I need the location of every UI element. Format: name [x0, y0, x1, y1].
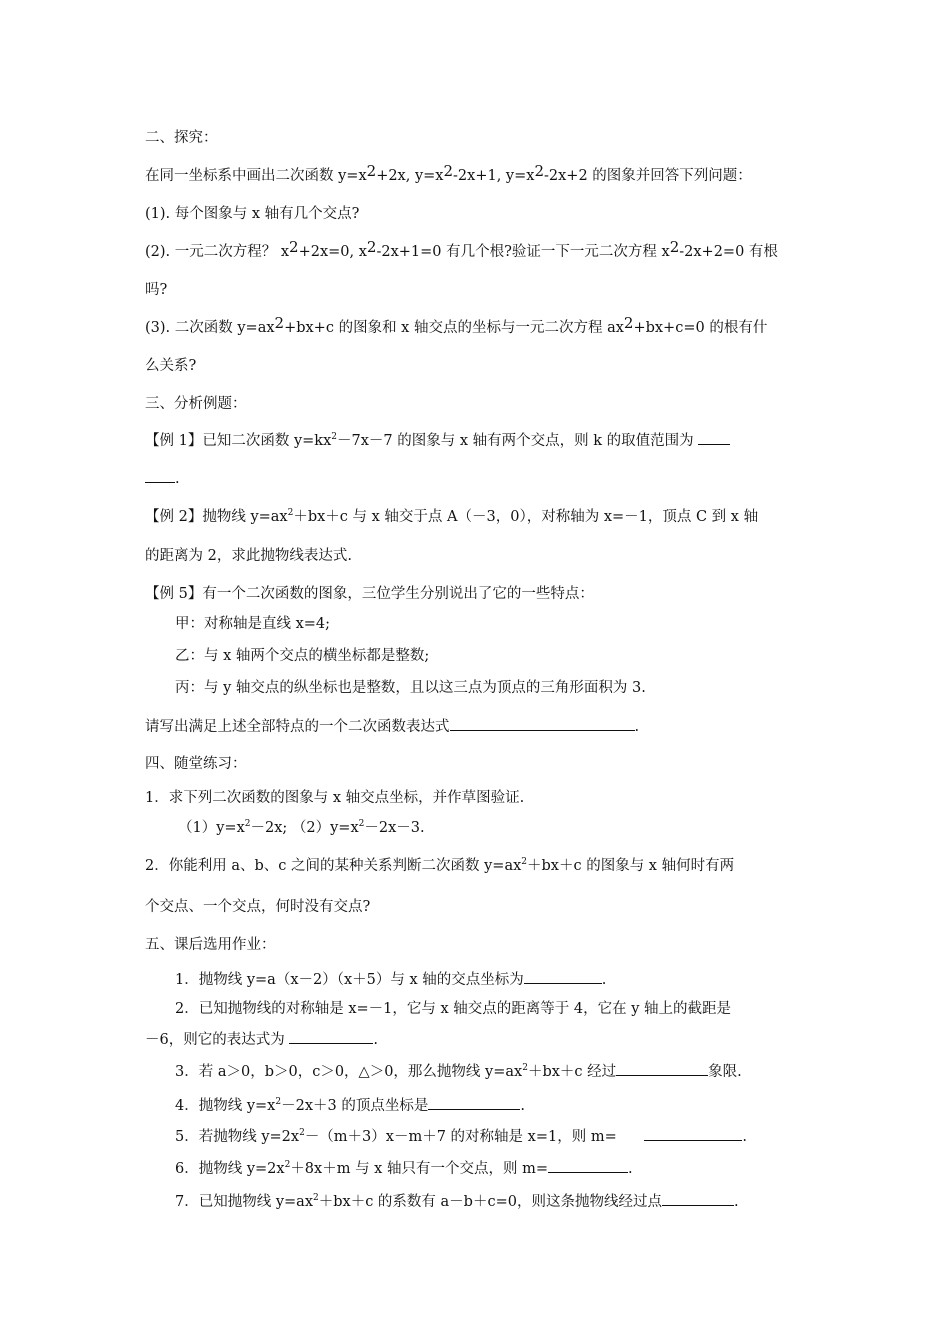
answer-blank[interactable]	[644, 1126, 742, 1141]
example-5-clue-c: 丙：与 y 轴交点的纵坐标也是整数，且以这三点为顶点的三角形面积为 3.	[175, 680, 646, 696]
section4-heading: 四、随堂练习：	[145, 756, 247, 772]
practice-1-sub: $(1)y=x^2-2x$; $(2)y=x^2-2x-3$.	[178, 819, 425, 836]
example-5-question: 请写出满足上述全部特点的一个二次函数表达式 .	[145, 716, 639, 737]
section2-heading: 二、探究：	[145, 130, 218, 146]
answer-blank[interactable]	[289, 1029, 373, 1044]
question-3: (3). 二次函数 $y=ax^2+bx+c$ 的图象和 x 轴交点的坐标与一元二次方程 $ax^2+bx+c=0$ 的根有什	[145, 314, 768, 336]
practice-2-cont: 个交点、一个交点，何时没有交点?	[145, 899, 371, 915]
section5-heading: 五、课后选用作业：	[145, 937, 276, 953]
answer-blank[interactable]	[524, 969, 602, 984]
answer-blank[interactable]	[450, 716, 635, 731]
homework-1: 1．抛物线 y=a（x－2）（x＋5）与 x 轴的交点坐标为 .	[175, 969, 606, 990]
question-2-cont: 吗?	[145, 282, 168, 298]
answer-blank[interactable]	[548, 1158, 628, 1173]
example-5-clue-b: 乙：与 x 轴两个交点的横坐标都是整数;	[175, 648, 430, 664]
answer-blank[interactable]	[662, 1191, 734, 1206]
example-5-clue-a: 甲：对称轴是直线 x=4;	[175, 616, 331, 632]
homework-4: 4．抛物线 $y=x^2-2x+3$ 的顶点坐标是 .	[175, 1097, 525, 1114]
practice-1: 1．求下列二次函数的图象与 x 轴交点坐标，并作草图验证.	[145, 790, 525, 806]
homework-6: 6．抛物线 $y=2x^2+8x+m$ 与 x 轴只有一个交点，则 m= .	[175, 1160, 633, 1177]
section3-heading: 三、分析例题：	[145, 396, 247, 412]
example-2: 【例 2】抛物线 $y=ax^2+bx+c$ 与 x 轴交于点 A（－3，0），对称轴为 x=－1，顶点 C 到 x 轴	[145, 508, 759, 525]
homework-2: 2．已知抛物线的对称轴是 x=－1，它与 x 轴交点的距离等于 4，它在 y 轴上的截距是	[175, 1001, 732, 1017]
example-1-cont: .	[145, 468, 180, 489]
homework-2-cont: －6，则它的表达式为 .	[145, 1029, 378, 1050]
practice-2: 2．你能利用 a、b、c 之间的某种关系判断二次函数 $y=ax^2+bx+c$ 的图象与 x 轴何时有两	[145, 857, 735, 874]
example-5: 【例 5】有一个二次函数的图象，三位学生分别说出了它的一些特点：	[145, 586, 594, 602]
example-2-cont: 的距离为 2，求此抛物线表达式.	[145, 548, 352, 564]
homework-7: 7．已知抛物线 $y=ax^2+bx+c$ 的系数有 a－b＋c=0，则这条抛物线经过点 .	[175, 1193, 739, 1210]
question-1: (1). 每个图象与 x 轴有几个交点?	[145, 206, 360, 222]
answer-blank[interactable]	[428, 1095, 520, 1110]
section2-intro: 在同一坐标系中画出二次函数 $y=x^2+2x$, $y=x^2-2x+1$, $y=x^2-2x+2$ 的图象并回答下列问题：	[145, 162, 752, 184]
homework-5: 5．若抛物线 $y=2x^2-(m+3)x-m+7$ 的对称轴是 x=1，则 m= .	[175, 1128, 747, 1145]
answer-blank[interactable]	[698, 430, 730, 445]
answer-blank[interactable]	[145, 468, 175, 483]
question-2: (2). 一元二次方程？ $x^2+2x=0$, $x^2-2x+1=0$ 有几个根?验证一下一元二次方程 $x^2-2x+2=0$ 有根	[145, 238, 778, 260]
homework-3: 3．若 a＞0，b＞0，c＞0，△＞0，那么抛物线 $y=ax^2+bx+c$ 经过 象限.	[175, 1063, 742, 1080]
question-3-cont: 么关系?	[145, 358, 197, 374]
example-1: 【例 1】已知二次函数 $y=kx^2-7x-7$ 的图象与 x 轴有两个交点，则 k 的取值范围为	[145, 430, 730, 451]
answer-blank[interactable]	[616, 1061, 708, 1076]
